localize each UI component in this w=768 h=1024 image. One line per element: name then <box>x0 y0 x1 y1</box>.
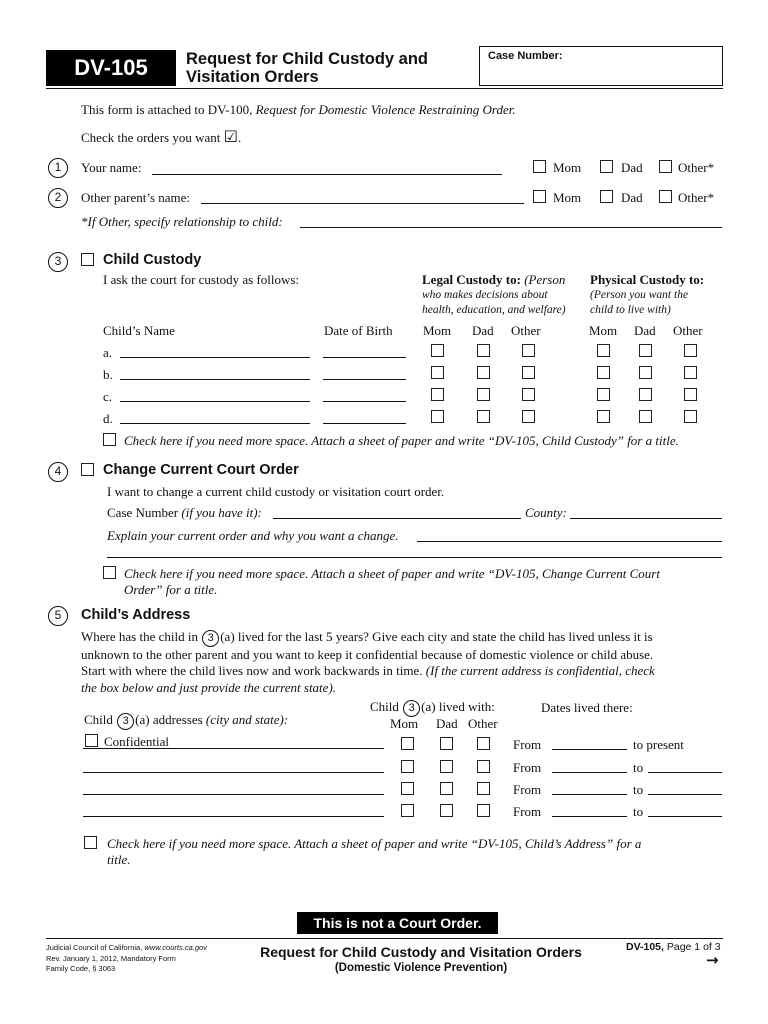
legal-col-mom: Mom <box>423 323 452 338</box>
to-date-field[interactable] <box>648 816 722 817</box>
legal-dad-checkbox[interactable] <box>477 344 490 357</box>
physical-dad-checkbox[interactable] <box>639 344 652 357</box>
child-name-field[interactable] <box>120 423 310 424</box>
from-label: From <box>513 804 542 819</box>
legal-dad-checkbox[interactable] <box>477 388 490 401</box>
other-parent-mom-checkbox[interactable] <box>533 190 546 203</box>
change-order-title: Change Current Court Order <box>103 462 299 478</box>
form-id-badge <box>46 50 176 86</box>
lived-other-checkbox[interactable] <box>477 804 490 817</box>
lived-other-checkbox[interactable] <box>477 737 490 750</box>
legal-other-checkbox[interactable] <box>522 366 535 379</box>
child-name-field[interactable] <box>120 379 310 380</box>
custody-more-space-text: Check here if you need more space. Attach a sheet of paper and write “DV-105, Child Custody” for a title. <box>124 433 679 448</box>
legal-col-other: Other <box>511 323 541 338</box>
addresses-header: Child 3 (a) addresses (city and state): <box>84 712 288 730</box>
legal-other-checkbox[interactable] <box>522 344 535 357</box>
dob-field[interactable] <box>323 401 406 402</box>
to-label: to <box>633 760 644 775</box>
your-name-dad-label: Dad <box>621 160 643 175</box>
your-name-other-label: Other* <box>678 160 715 175</box>
physical-other-checkbox[interactable] <box>684 410 697 423</box>
physical-other-checkbox[interactable] <box>684 344 697 357</box>
from-date-field[interactable] <box>552 794 627 795</box>
address-field[interactable] <box>83 772 384 773</box>
physical-other-checkbox[interactable] <box>684 366 697 379</box>
child-name-field[interactable] <box>120 357 310 358</box>
custody-intro: I ask the court for custody as follows: <box>103 272 300 287</box>
custody-more-space-checkbox[interactable] <box>103 433 116 446</box>
lived-dad-checkbox[interactable] <box>440 782 453 795</box>
address-field[interactable] <box>83 748 384 749</box>
row-label: b. <box>103 367 113 382</box>
row-label: c. <box>103 389 113 404</box>
physical-mom-checkbox[interactable] <box>597 344 610 357</box>
header-rule <box>46 88 723 89</box>
lived-mom-checkbox[interactable] <box>401 804 414 817</box>
legal-mom-checkbox[interactable] <box>431 366 444 379</box>
change-case-label: Case Number (if you have it): <box>107 505 262 520</box>
from-date-field[interactable] <box>552 772 627 773</box>
address-more-space-checkbox[interactable] <box>84 836 97 849</box>
checked-box-icon: ☑ <box>223 127 238 146</box>
county-field[interactable] <box>570 518 722 519</box>
physical-mom-checkbox[interactable] <box>597 410 610 423</box>
dob-field[interactable] <box>323 423 406 424</box>
change-more-space-text: Check here if you need more space. Attach a sheet of paper and write “DV-105, Change Current Court Order” for a title. <box>124 566 660 597</box>
other-parent-mom-label: Mom <box>553 190 582 205</box>
change-order-line1: I want to change a current child custody or visitation court order. <box>107 484 445 499</box>
to-present-label: to present <box>633 737 684 752</box>
explain-field-1[interactable] <box>417 541 722 542</box>
child-name-field[interactable] <box>120 401 310 402</box>
lived-other-checkbox[interactable] <box>477 760 490 773</box>
physical-col-other: Other <box>673 323 703 338</box>
other-parent-other-label: Other* <box>678 190 715 205</box>
footer-council-info: Judicial Council of California, www.courts.ca.gov Rev. January 1, 2012, Mandatory Form Family Code, § 3063 <box>46 943 207 973</box>
from-date-field[interactable] <box>552 816 627 817</box>
physical-dad-checkbox[interactable] <box>639 388 652 401</box>
legal-other-checkbox[interactable] <box>522 388 535 401</box>
other-parent-dad-checkbox[interactable] <box>600 190 613 203</box>
lived-dad-checkbox[interactable] <box>440 804 453 817</box>
your-name-field[interactable] <box>152 174 502 175</box>
change-case-number-field[interactable] <box>273 518 521 519</box>
item-4-number: 4 <box>48 462 68 482</box>
dob-field[interactable] <box>323 357 406 358</box>
legal-custody-heading: Legal Custody to: (Person who makes decisions about health, education, and welfare) <box>422 272 566 316</box>
address-more-space-text: Check here if you need more space. Attach a sheet of paper and write “DV-105, Child’s Address” for a title. <box>107 836 642 867</box>
lived-dad-checkbox[interactable] <box>440 760 453 773</box>
form-title: Request for Child Custody and Visitation Orders <box>186 50 429 86</box>
childs-address-instructions: Where has the child in 3 (a) lived for the last 5 years? Give each city and state the child has lived unless it is unknown to the other parent and you want to keep it confidential because of domestic violence or child abuse. Start with where the child lives now and work backwards in time. (If the current address is confidential, check the box below and just provide the current state). <box>81 629 655 695</box>
not-court-order-banner: This is not a Court Order. <box>297 912 498 934</box>
change-more-space-checkbox[interactable] <box>103 566 116 579</box>
lived-col-mom: Mom <box>390 716 419 731</box>
legal-mom-checkbox[interactable] <box>431 410 444 423</box>
physical-col-dad: Dad <box>634 323 656 338</box>
footer-title-block: Request for Child Custody and Visitation Orders (Domestic Violence Prevention) <box>260 944 582 974</box>
attached-text: This form is attached to DV-100, Request for Domestic Violence Restraining Order. <box>81 102 516 117</box>
explain-field-2[interactable] <box>107 557 722 558</box>
form-id: DV-105 <box>74 55 148 80</box>
to-date-field[interactable] <box>648 772 722 773</box>
lived-other-checkbox[interactable] <box>477 782 490 795</box>
physical-col-mom: Mom <box>589 323 618 338</box>
check-orders-text: Check the orders you want ☑. <box>81 127 242 146</box>
item-5-number: 5 <box>48 606 68 626</box>
physical-dad-checkbox[interactable] <box>639 366 652 379</box>
from-label: From <box>513 737 542 752</box>
your-name-label: Your name: <box>81 160 142 175</box>
row-label: d. <box>103 411 113 426</box>
row-label: a. <box>103 345 113 360</box>
legal-dad-checkbox[interactable] <box>477 366 490 379</box>
next-page-arrow-icon: → <box>706 951 719 969</box>
lived-dad-checkbox[interactable] <box>440 737 453 750</box>
physical-custody-heading: Physical Custody to: (Person you want the child to live with) <box>590 272 705 316</box>
footer-rule <box>46 938 723 939</box>
physical-mom-checkbox[interactable] <box>597 388 610 401</box>
your-name-other-checkbox[interactable] <box>659 160 672 173</box>
legal-dad-checkbox[interactable] <box>477 410 490 423</box>
case-number-box[interactable] <box>479 46 723 86</box>
address-field[interactable] <box>83 816 384 817</box>
child-custody-title: Child Custody <box>103 252 202 268</box>
other-parent-field[interactable] <box>201 203 524 204</box>
legal-mom-checkbox[interactable] <box>431 388 444 401</box>
legal-mom-checkbox[interactable] <box>431 344 444 357</box>
lived-mom-checkbox[interactable] <box>401 782 414 795</box>
other-parent-label: Other parent’s name: <box>81 190 191 205</box>
childs-address-title: Child’s Address <box>81 607 191 623</box>
item-3-number: 3 <box>48 252 68 272</box>
lived-col-other: Other <box>468 716 498 731</box>
your-name-mom-checkbox[interactable] <box>533 160 546 173</box>
dates-lived-header: Dates lived there: <box>541 700 633 715</box>
physical-other-checkbox[interactable] <box>684 388 697 401</box>
confidential-label: Confidential <box>104 734 169 749</box>
footer-page-number: DV-105, Page 1 of 3 <box>626 941 721 953</box>
to-label: to <box>633 804 644 819</box>
relationship-field[interactable] <box>300 227 722 228</box>
your-name-mom-label: Mom <box>553 160 582 175</box>
from-date-field[interactable] <box>552 749 627 750</box>
legal-col-dad: Dad <box>472 323 494 338</box>
col-date-of-birth: Date of Birth <box>324 323 393 338</box>
relationship-note: *If Other, specify relationship to child: <box>81 214 283 229</box>
other-parent-other-checkbox[interactable] <box>659 190 672 203</box>
physical-dad-checkbox[interactable] <box>639 410 652 423</box>
confidential-checkbox[interactable] <box>85 734 98 747</box>
physical-mom-checkbox[interactable] <box>597 366 610 379</box>
item-1-number: 1 <box>48 158 68 178</box>
to-date-field[interactable] <box>648 794 722 795</box>
case-number-label: Case Number: <box>488 50 563 62</box>
dob-field[interactable] <box>323 379 406 380</box>
from-label: From <box>513 782 542 797</box>
col-childs-name: Child’s Name <box>103 323 175 338</box>
to-label: to <box>633 782 644 797</box>
change-order-checkbox[interactable] <box>81 463 94 476</box>
county-label: County: <box>525 505 567 520</box>
explain-label: Explain your current order and why you want a change. <box>107 528 399 543</box>
address-field[interactable] <box>83 794 384 795</box>
lived-col-dad: Dad <box>436 716 458 731</box>
lived-mom-checkbox[interactable] <box>401 760 414 773</box>
from-label: From <box>513 760 542 775</box>
lived-with-header: Child 3 (a) lived with: <box>370 699 495 717</box>
item-2-number: 2 <box>48 188 68 208</box>
lived-mom-checkbox[interactable] <box>401 737 414 750</box>
other-parent-dad-label: Dad <box>621 190 643 205</box>
child-custody-checkbox[interactable] <box>81 253 94 266</box>
legal-other-checkbox[interactable] <box>522 410 535 423</box>
your-name-dad-checkbox[interactable] <box>600 160 613 173</box>
